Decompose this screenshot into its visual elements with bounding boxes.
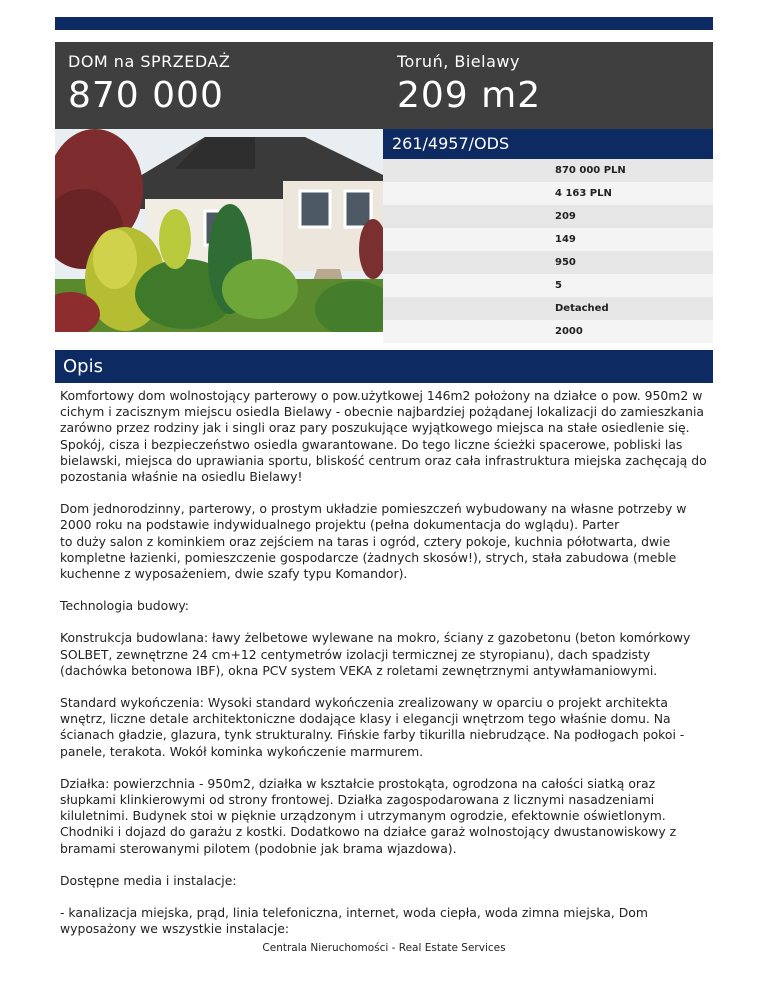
- listing-location: Toruń, Bielawy: [397, 52, 520, 71]
- fact-row-usable-area: [383, 228, 713, 251]
- house-photo: [55, 129, 383, 332]
- fact-value: 209: [555, 211, 576, 222]
- fact-row-plot-area: [383, 251, 713, 274]
- fact-value: Detached: [555, 303, 609, 314]
- fact-row-price-per-m2: [383, 182, 713, 205]
- description-paragraph: Konstrukcja budowlana: ławy żelbetowe wylewane na mokro, ściany z gazobetonu (beton komórkowy SOLBET, zewnętrzne 24 cm+12 centymetrów izolacji termicznej ze styropianu), dach spadzisty (dachówka betonowa IBF), okna PCV system VEKA z roletami zewnętrznymi antywłamaniowymi.: [60, 630, 691, 678]
- fact-row-total-area: [383, 205, 713, 228]
- fact-value: 2000: [555, 326, 583, 337]
- fact-row-price: [383, 159, 713, 182]
- description-paragraph: Działka: powierzchnia - 950m2, działka w kształcie prostokąta, ogrodzona na całości siatką oraz słupkami klinkierowymi od strony frontowej. Działka zagospodarowana z licznymi nasadzeniami kiluletnimi. Budynek stoi w pięknie urządzonym i utrzymanym ogrodzie, efektownie oświetlonym. Chodniki i dojazd do garażu z kostki. Dodatkowo na działce garaż wolnostojący dwustanowiskowy z bramami sterowanymi pilotem (podobnie jak brama wjazdowa).: [60, 775, 677, 856]
- header-left: [68, 52, 230, 116]
- fact-value: 950: [555, 257, 576, 268]
- listing-type: DOM na SPRZEDAŻ: [68, 52, 231, 71]
- facts-table: [383, 159, 713, 343]
- description-paragraph: Komfortowy dom wolnostojący parterowy o pow.użytkowej 146m2 położony na działce o pow. 950m2 w cichym i zacisznym miejscu osiedla Bielawy - obecnie najbardziej pożądanej lokalizacji do zamieszkania zarówno przez rodziny jak i singli oraz pary poszukujące wyjątkowego miejsca na stałe osiedlenie się. Spokój, cisza i bezpieczeństwo osiedla gwarantowane. Do tego liczne ścieżki spacerowe, pobliski las bielawski, miejsca do uprawiania sportu, bliskość centrum oraz cała infrastruktura miejska zachęcają do pozostania właśnie na osiedlu Bielawy!: [60, 388, 707, 485]
- fact-row-building-type: [383, 297, 713, 320]
- listing-header: [55, 42, 713, 129]
- description-paragraph: Technologia budowy:: [60, 598, 189, 614]
- description-paragraph: Standard wykończenia: Wysoki standard wykończenia zrealizowany w oparciu o projekt architekta wnętrz, liczne detale architektoniczne dodające klasy i elegancji wnętrzom tego właśnie domu. Na ścianach gładzie, glazura, tynk strukturalny. Fińskie farby tikurilla niebrudzące. Na podłogach pokoi - panele, terakota. Wokół kominka wykończenie marmurem.: [60, 695, 685, 759]
- section-title-opis: Opis: [55, 350, 713, 383]
- fact-value: 5: [555, 280, 562, 291]
- fact-value: 4 163 PLN: [555, 188, 612, 199]
- page-footer: Centrala Nieruchomości - Real Estate Services: [262, 942, 506, 954]
- listing-price: 870 000: [68, 75, 224, 116]
- description-paragraph: Dom jednorodzinny, parterowy, o prostym układzie pomieszczeń wybudowany na własne potrzeby w 2000 roku na podstawie indywidualnego projektu (pełna dokumentacja do wglądu). Parter to duży salon z kominkiem oraz zejściem na taras i ogród, cztery pokoje, kuchnia półotwarta, dwie kompletne łazienki, pomieszczenie gospodarcze (żadnych skosów!), strych, stała zabudowa (meble kuchenne z wyposażeniem, dwie szafy typu Komandor).: [60, 501, 687, 582]
- listing-area: 209 m2: [397, 75, 542, 116]
- top-accent-bar: [55, 17, 713, 30]
- fact-row-year-built: [383, 320, 713, 343]
- description-paragraph: Dostępne media i instalacje:: [60, 872, 237, 888]
- fact-value: 149: [555, 234, 576, 245]
- reference-number: 261/4957/ODS: [383, 129, 713, 159]
- description-paragraph: - kanalizacja miejska, prąd, linia telefoniczna, internet, woda ciepła, woda zimna miejska, Dom wyposażony we wszystkie instalacje:: [60, 905, 648, 937]
- fact-value: 870 000 PLN: [555, 165, 626, 176]
- description: [60, 388, 710, 953]
- header-right: [397, 52, 541, 116]
- fact-row-rooms: [383, 274, 713, 297]
